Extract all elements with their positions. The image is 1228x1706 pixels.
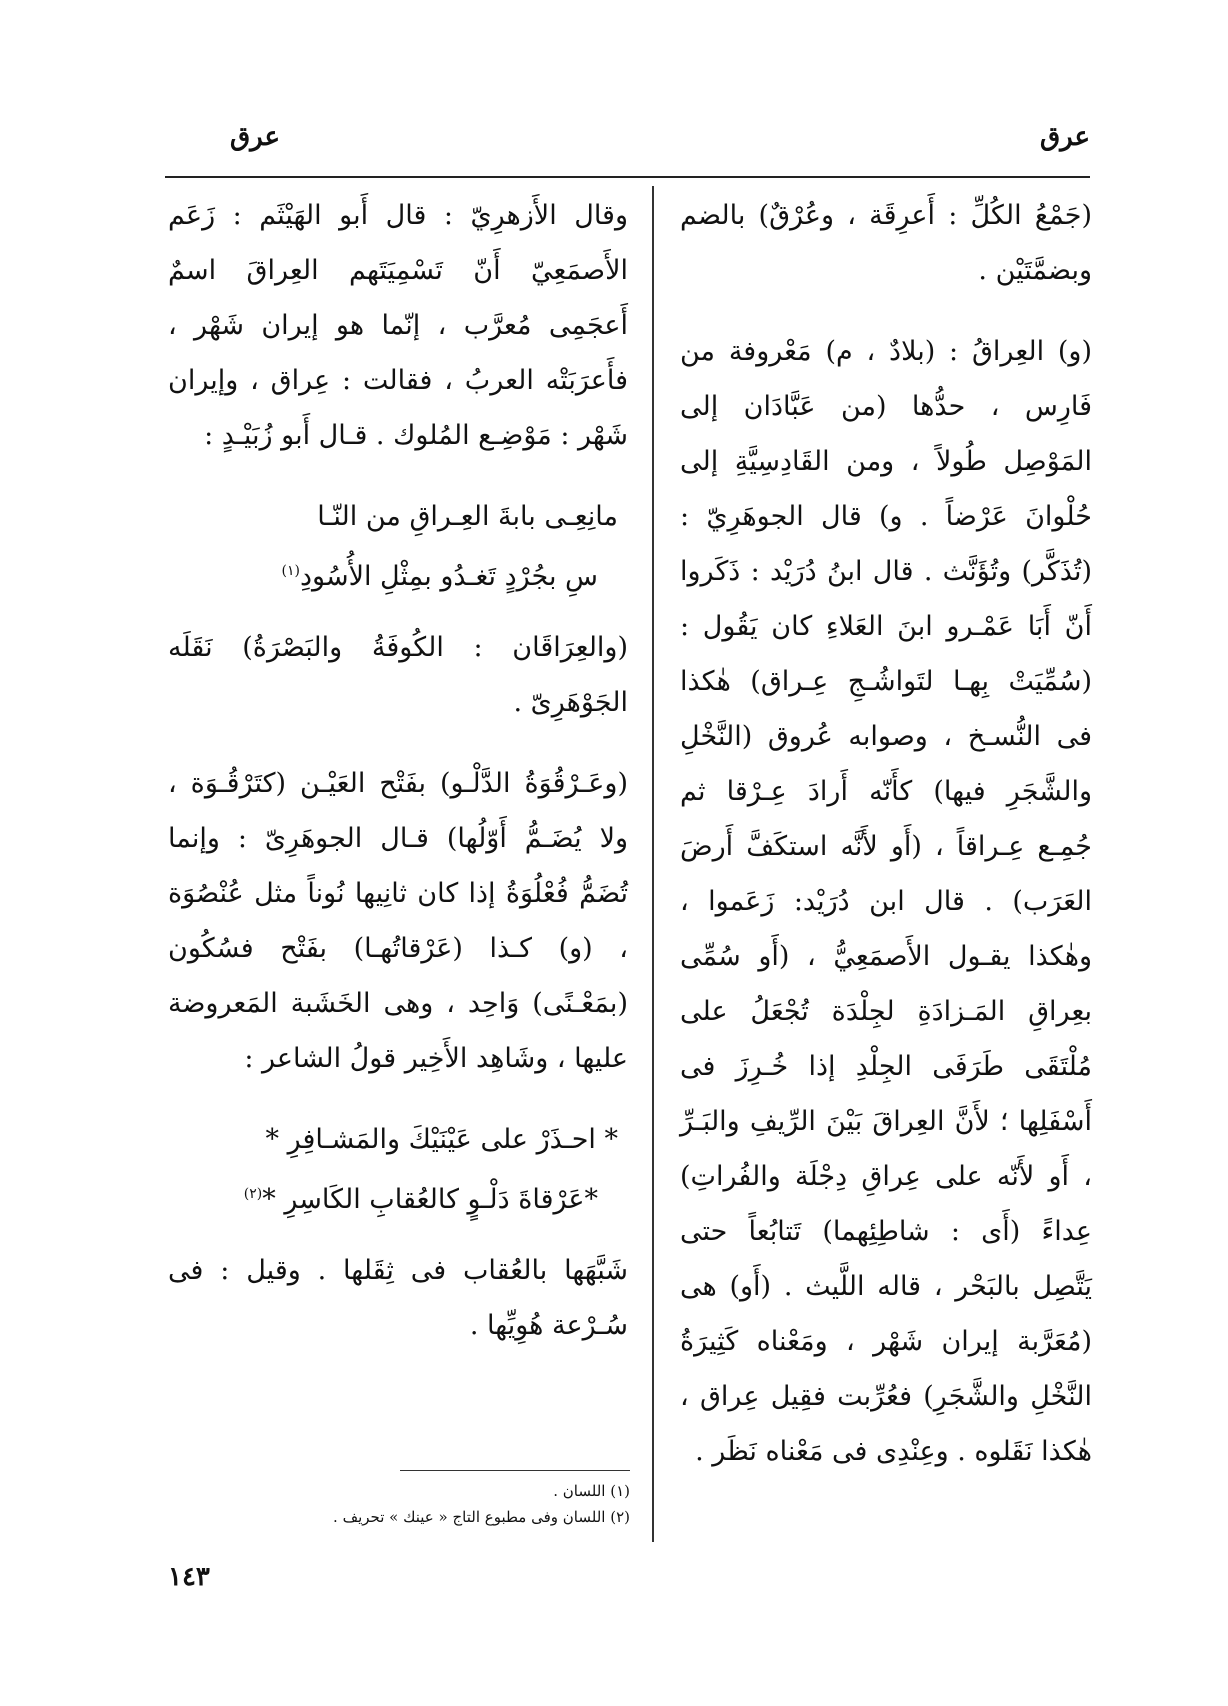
footnote-1: (١) اللسان . — [553, 1482, 630, 1500]
right-paragraph-1: (جَمْعُ الكُلِّ : أَعرِقَة ، وعُرْقٌ) بالضم وبضمَّتَيْن . — [680, 200, 1092, 286]
rajaz-line-2 — [168, 1167, 628, 1227]
right-column — [680, 188, 1092, 1505]
verse-rajaz — [168, 1112, 628, 1227]
left-paragraph-4: شَبَّهَها بالعُقاب فى ثِقَلها . وقيل : فى سُـرْعة هُوِيِّها . — [168, 1255, 628, 1341]
left-paragraph-3: (وعَـرْقُوَةُ الدَّلْـو) بفَتْح العَيْـن (كتَرْقُـوَة ، ولا يُضَـمُّ أَوّلُها) قـال الجوهَرِىّ : وإنما تُضَمُّ فُعْلُوَةُ إذا كان ثانِيها نُوناً مثل عُنْصُوَة ، (و) كـذا (عَرْقاتُهـا) بفَتْح فسُكُون (بمَعْـنًى) وَاحِد ، وهى الخَشَبة المَعروضة عليها ، وشَاهِد الأَخِير قولُ الشاعر : — [168, 768, 628, 1074]
footnotes — [250, 1478, 630, 1530]
page-number: ١٤٣ — [168, 1562, 210, 1592]
left-paragraph-1: وقال الأَزهرِيّ : قال أَبو الهَيْثَم : زَعَم الأَصمَعِيّ أَنّ تَسْمِيَتَهم العِراقَ اسمٌ أَعجَمِى مُعرَّب ، إنّما هو إيران شَهْر ، فأَعرَبَتْه العربُ ، فقالت : عِراق ، وإيران شَهْر : مَوْضِـع المُلوك . قـال أَبو زُبَيْـدٍ : — [168, 200, 628, 451]
running-header-left: عرق — [230, 122, 281, 152]
verse-hemistich-2 — [168, 544, 628, 604]
header-rule — [165, 176, 1090, 178]
verse-hemistich-1: مانِعِـى بابةَ العِـراقِ من النّـا — [317, 501, 618, 532]
column-divider — [652, 186, 654, 1542]
right-paragraph-2: (و) العِراقُ : (بلادٌ ، م) مَعْروفة من فَارِس ، حدُّها (من عَبَّادَان إلى المَوْصِل طُولاً ، ومن القَادِسِيَّةِ إلى حُلْوانَ عَرْضاً . و) قال الجوهَرِيّ : (تُذَكَّر) وتُؤَنَّث . قال ابنُ دُرَيْد : ذَكَروا أَنّ أَبَا عَمْـرو ابنَ العَلاءِ كان يَقُول : (سُمِّيَتْ بِهـا لتَواشُـجِ عِـراق) هٰكذا فى النُّسـخ ، وصوابه عُروق (النَّخْلِ والشَّجَرِ فيها) كأَنّه أَرادَ عِـرْقا ثم جُمِـع عِـراقاً ، (أَو لأَنَّه استكَفَّ أَرضَ العَرَب) . قال ابن دُرَيْد: زَعَموا ، وهٰكذا يقـول الأَصمَعِيُّ ، (أَو سُمِّى بعِراقِ المَـزادَةِ لجِلْدَة تُجْعَلُ على مُلْتَقَى طَرَفَى الجِلْدِ إذا خُـرِزَ فى أَسْفَلِها ؛ لأَنَّ العِراقَ بَيْنَ الرِّيفِ والبَـرِّ ، أَو لأَنّه على عِراقِ دِجْلَة والفُراتِ) عِداءً (أَى : شاطِئِهما) تَتابُعاً حتى يَتَّصِل بالبَحْر ، قاله اللَّيث . (أَو) هى (مُعَرَّبة إيران شَهْر ، ومَعْناه كَثِيرَةُ النَّخْلِ والشَّجَرِ) فعُرِّبت فقِيل عِراق ، هٰكذا نَقَلوه . وعِنْدِى فى مَعْناه نَظَر . — [680, 336, 1092, 1467]
left-column — [168, 188, 628, 1379]
footnote-rule — [400, 1470, 630, 1471]
left-paragraph-2: (والعِرَاقَان : الكُوفَةُ والبَصْرَةُ) نَقَلَه الجَوْهَرِىّ . — [168, 632, 628, 718]
running-header-right: عرق — [1039, 122, 1090, 152]
verse-abu-zubaid — [168, 489, 628, 604]
verse-hemistich-2-text: سِ بجُرْدٍ تَغـدُو بمِثْلِ الأُسُودِ — [299, 561, 598, 592]
footnote-2: (٢) اللسان وفى مطبوع التاج « عينك » تحريف . — [333, 1508, 630, 1526]
footnote-marker-1: (١) — [281, 563, 300, 579]
rajaz-line-2-text: *عَرْقاةَ دَلْـوٍ كالعُقابِ الكَاسِرِ * — [262, 1184, 598, 1215]
rajaz-line-1: * احـذَرْ على عَيْنَيْكَ والمَشـافِرِ * — [265, 1124, 618, 1155]
footnote-marker-2: (٢) — [243, 1186, 263, 1202]
